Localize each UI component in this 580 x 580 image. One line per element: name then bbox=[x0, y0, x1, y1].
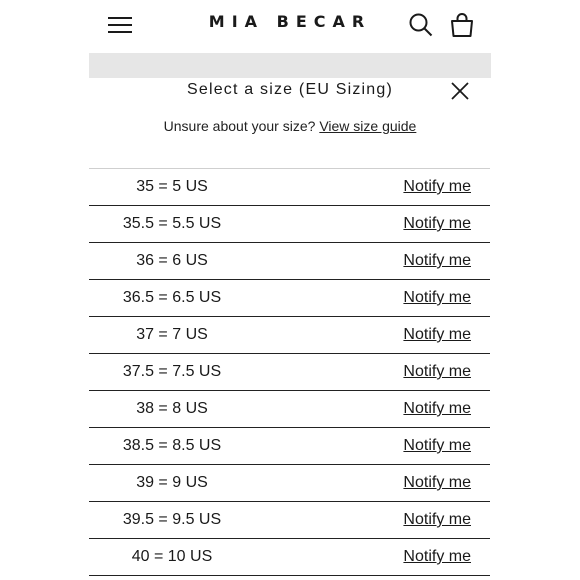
size-label: 36 = 6 US bbox=[136, 252, 208, 269]
notify-me-link[interactable]: Notify me bbox=[403, 326, 471, 343]
size-label: 40 = 10 US bbox=[131, 548, 213, 565]
notify-me-link[interactable]: Notify me bbox=[403, 289, 471, 306]
size-label: 39 = 9 US bbox=[136, 474, 208, 491]
size-label: 36.5 = 6.5 US bbox=[122, 289, 222, 306]
notify-me-link[interactable]: Notify me bbox=[403, 400, 471, 417]
size-row[interactable] bbox=[89, 206, 490, 243]
notify-me-link[interactable]: Notify me bbox=[403, 474, 471, 491]
size-label: 39.5 = 9.5 US bbox=[122, 511, 222, 528]
close-icon[interactable] bbox=[450, 81, 470, 101]
notify-me-link[interactable]: Notify me bbox=[403, 511, 471, 528]
size-guide-prompt bbox=[89, 118, 491, 134]
size-row[interactable] bbox=[89, 317, 490, 354]
notify-me-link[interactable]: Notify me bbox=[403, 363, 471, 380]
bag-icon[interactable] bbox=[449, 12, 475, 38]
size-row[interactable] bbox=[89, 539, 490, 576]
site-header bbox=[0, 0, 580, 50]
size-label: 38.5 = 8.5 US bbox=[122, 437, 222, 454]
notify-me-link[interactable]: Notify me bbox=[403, 548, 471, 565]
panel-top-band bbox=[89, 53, 491, 78]
search-icon[interactable] bbox=[408, 12, 434, 38]
size-row[interactable] bbox=[89, 354, 490, 391]
notify-me-link[interactable]: Notify me bbox=[403, 178, 471, 195]
size-row[interactable] bbox=[89, 243, 490, 280]
size-label: 37.5 = 7.5 US bbox=[122, 363, 222, 380]
size-guide-text: Unsure about your size? bbox=[163, 118, 316, 134]
notify-me-link[interactable]: Notify me bbox=[403, 252, 471, 269]
size-row[interactable] bbox=[89, 502, 490, 539]
size-label: 35 = 5 US bbox=[136, 178, 208, 195]
size-row[interactable] bbox=[89, 428, 490, 465]
size-row[interactable] bbox=[89, 465, 490, 502]
menu-icon[interactable] bbox=[108, 14, 134, 36]
size-panel-title: Select a size (EU Sizing) bbox=[186, 81, 394, 98]
size-label: 38 = 8 US bbox=[136, 400, 208, 417]
size-label: 35.5 = 5.5 US bbox=[122, 215, 222, 232]
notify-me-link[interactable]: Notify me bbox=[403, 437, 471, 454]
notify-me-link[interactable]: Notify me bbox=[403, 215, 471, 232]
size-list bbox=[89, 168, 490, 576]
size-row[interactable] bbox=[89, 280, 490, 317]
brand-logo[interactable]: MIA BECAR bbox=[208, 12, 372, 31]
size-row[interactable] bbox=[89, 391, 490, 428]
size-guide-link[interactable]: View size guide bbox=[319, 118, 417, 134]
size-label: 37 = 7 US bbox=[136, 326, 208, 343]
size-row[interactable] bbox=[89, 169, 490, 206]
